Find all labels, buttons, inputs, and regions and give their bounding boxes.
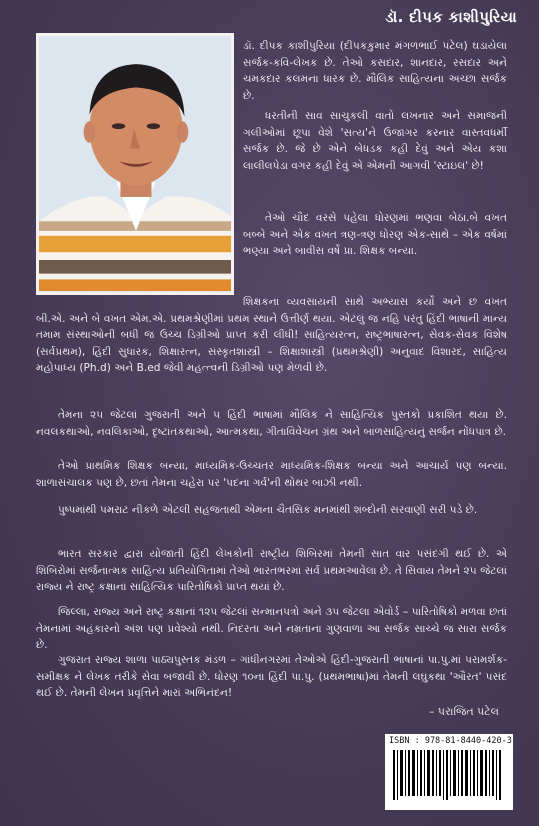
paragraph-realism: ધરતીની સાવ સાચુકલી વાતો લખનાર અને સમાજની ગલીઓમાં છૂપા વેશે 'સત્ય'ને ઉજાગર કરનાર વાસ્તવધર્મી સર્જક છે. જે છે એને બેધડક કહી દેવું અને એય કશા લાલીલપેડા વગર કહી દેવું એ એમની આગવી 'સ્ટાઇલ' છે! (243, 110, 507, 172)
paragraph-books: તેમના ૨૫ જેટલાં ગુજરાતી અને ૫ હિંદી ભાષામાં મૌલિક ને સાહિત્યિક પુસ્તકો પ્રકાશિત થયા છે. નવલકથાઓ, નવલિકાઓ, દૃષ્ટાંતકથાઓ, આત્મકથા, ગીતાવિવેચન ગ્રંથ અને બાળસાહિત્યનું સર્જન નોંધપાત્ર છે. (36, 409, 507, 438)
barcode-icon (389, 748, 509, 804)
paragraph-textbook: ગુજરાત રાજ્ય શાળા પાઠ્યપુસ્તક મંડળ – ગાંધીનગરમાં તેઓએ હિંદી-ગુજરાતી ભાષાનાં પા.પુ.માં પરામર્શક-સમીક્ષક ને લેખક તરીકે સેવા બજાવી છે. ધોરણ ૧૦ના હિંદી પા.પુ. (પ્રથમભાષા)માં તેમની લઘુકથા 'ઔરત' પસંદ થઈ છે. તેમની લેખન પ્રવૃત્તિને મારાં અભિનંદન! (36, 654, 507, 700)
isbn-barcode (385, 734, 513, 810)
paragraph-honours: જિલ્લા, રાજ્ય અને રાષ્ટ્ર કક્ષાનાં ૧૨૫ જેટલાં સન્માનપત્રો અને ૩૫ જેટલા એવોર્ડ – પારિતોષિકો મળવા છતાં તેમનામાં અહંકારનો અંશ પણ પ્રવેશ્યો નથી. નિદરતા અને નમ્રતાના ગુણવાળા આ સર્જક સાચ્ચે જ સારા સર્જક છે. (36, 606, 507, 652)
paragraph-words: પુષ્પમાંથી પમરાટ નીકળે એટલી સહજતાથી એમના ચૈતસિક મનમાંથી શબ્દોની સરવાણી સરી પડે છે. (58, 504, 478, 516)
paragraph-awards: ભારત સરકાર દ્વારા યોજાતી હિંદી લેખકોની રાષ્ટ્રીય શિબિરમાં તેમની સાત વાર પસંદગી થઈ છે. એ શિબિરોમાં સર્જનાત્મક સાહિત્ય પ્રતિયોગિતામાં તેઓ ભારતભરમાં સર્વ પ્રથમઆવેલા છે. તે સિવાય તેમને ૨૫ જેટલાં રાજ્ય ને રાષ્ટ્ર કક્ષાનાં સાહિત્યિક પારિતોષિકો પ્રાપ્ત થયાં છે. (36, 548, 507, 594)
paragraph-career: તેઓ પ્રાથમિક શિક્ષક બન્યા, માધ્યમિક-ઉચ્ચતર માધ્યમિક-શિક્ષક બન્યા અને આચાર્ય પણ બન્યા. શાળાસંચાલક પણ છે, છતાં તેમના ચહેરા પર 'પદના ગર્વ'ની થોથર બાઝી નથી. (36, 460, 507, 489)
paragraph-intro: ડૉ. દીપક કાશીપુરિયા (દીપકકુમાર મંગળભાઈ પટેલ) ઘડાયેલા સર્જક-કવિ-લેખક છે. તેઓ કસદાર, શાનદાર, રસદાર અને ચમકદાર કલમના ધારક છે. મૌલિક સાહિત્યના અચ્છા સર્જક છે. (243, 40, 507, 102)
signature: – પરાજિત પટેલ (428, 705, 499, 718)
paragraph-degrees: શિક્ષકના વ્યવસાયની સાથે અભ્યાસ કર્યો અને છ વખત બી.એ. અને બે વખત એમ.એ. પ્રથમશ્રેણીમાં પ્રથમ સ્થાને ઉત્તીર્ણ થયા. એટલું જ નહિ પરંતુ હિંદી ભાષાની માન્ય તમામ સંસ્થાઓની બધી જ ઉચ્ચ ડિગ્રીઓ પ્રાપ્ત કરી લીધી! સાહિત્યરત્ન, રાષ્ટ્રભાષારત્ન, સેવક-સેવક વિશેષ (સર્વપ્રથમ), હિંદી સુધારક, શિક્ષારત્ન, સંસ્કૃતશાસ્ત્રી – શિક્ષાશાસ્ત્રી (પ્રથમશ્રેણી) અનુવાદ વિશારદ, સાહિત્ય મહોપાધ્ય (Ph.d) અને B.ed જેવી મહત્ત્વની ડિગ્રીઓ પણ મેળવી છે. (36, 296, 507, 375)
isbn-text: ISBN : 978-81-8440-420-3 (389, 736, 512, 746)
author-name-heading: ડૉ. દીપક કાશીપુરિયા (385, 8, 517, 26)
author-portrait-icon (39, 36, 231, 292)
paragraph-school: તેઓ ચૌદ વરસે પહેલા ધોરણમાં ભણવા બેઠા.બે વખત બબ્બે અને એક વખત ત્રણ-ત્રણ ધોરણ એક-સાથે – એક વર્ષમાં ભણ્યા અને બાવીસ વર્ષે પ્રા. શિક્ષક બન્યા. (243, 212, 507, 258)
author-portrait (36, 33, 234, 295)
